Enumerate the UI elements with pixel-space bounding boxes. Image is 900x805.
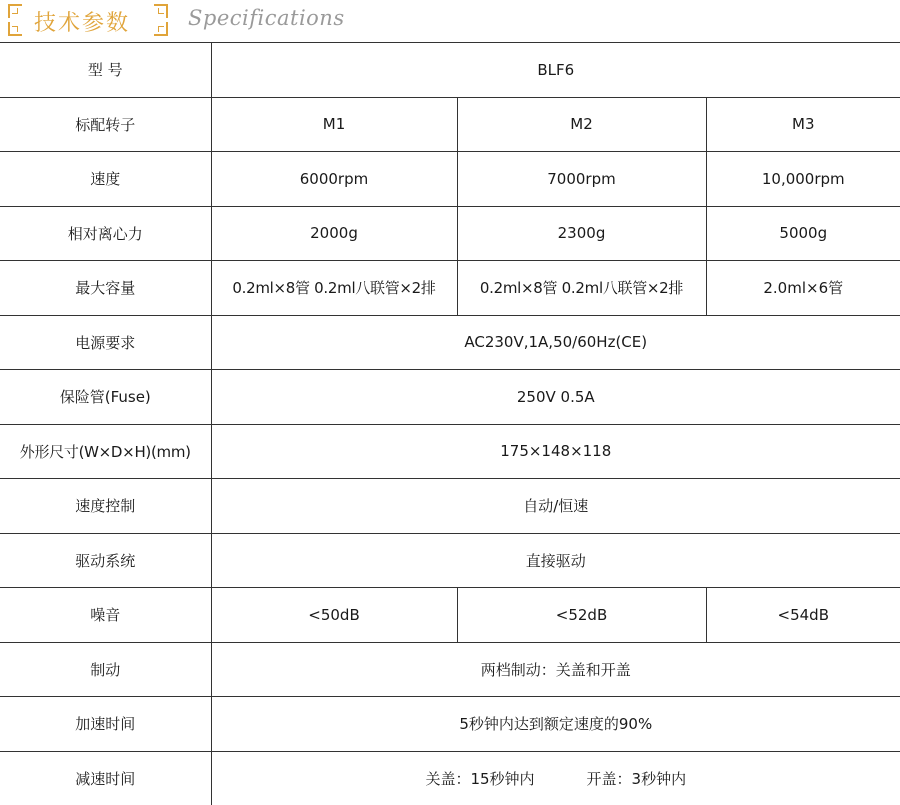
frame-corner-ornament: [158, 26, 164, 32]
row-value: 2000g: [211, 206, 457, 261]
spec-row-dimensions: [0, 424, 900, 479]
row-value: M3: [706, 97, 900, 152]
row-value: 0.2ml×8管 0.2ml八联管×2排: [457, 261, 706, 316]
spec-row-rotor: [0, 97, 900, 152]
spec-row-brake: [0, 642, 900, 697]
row-value: 175×148×118: [211, 424, 900, 479]
row-value: BLF6: [211, 43, 900, 98]
row-value: 自动/恒速: [211, 479, 900, 534]
spec-row-model: [0, 43, 900, 98]
row-value: <54dB: [706, 588, 900, 643]
row-value: <52dB: [457, 588, 706, 643]
decel-open-lid: 开盖：3秒钟内: [586, 769, 687, 788]
frame-corner-ornament: [158, 8, 164, 14]
row-value: 250V 0.5A: [211, 370, 900, 425]
row-value: [211, 751, 900, 805]
row-value: 直接驱动: [211, 533, 900, 588]
spec-row-accel: [0, 697, 900, 752]
row-label: 标配转子: [0, 97, 211, 152]
spec-row-rcf: [0, 206, 900, 261]
row-value: 5秒钟内达到额定速度的90%: [211, 697, 900, 752]
row-label: 外形尺寸(W×D×H)(mm): [0, 424, 211, 479]
row-label: 制动: [0, 642, 211, 697]
row-value: 两档制动：关盖和开盖: [211, 642, 900, 697]
row-label: 保险管(Fuse): [0, 370, 211, 425]
row-label: 速度: [0, 152, 211, 207]
row-value: 10,000rpm: [706, 152, 900, 207]
row-value: 2.0ml×6管: [706, 261, 900, 316]
row-label: 驱动系统: [0, 533, 211, 588]
frame-corner-ornament: [12, 26, 18, 32]
row-label: 最大容量: [0, 261, 211, 316]
spec-row-decel: [0, 751, 900, 805]
row-label: 加速时间: [0, 697, 211, 752]
row-value: 2300g: [457, 206, 706, 261]
row-value: 6000rpm: [211, 152, 457, 207]
spec-table: [0, 42, 900, 805]
row-label: 速度控制: [0, 479, 211, 534]
section-title-cn: 技术参数: [34, 11, 131, 36]
spec-row-speed-control: [0, 479, 900, 534]
row-label: 噪音: [0, 588, 211, 643]
spec-row-noise: [0, 588, 900, 643]
section-header: [0, 0, 900, 42]
row-value: 5000g: [706, 206, 900, 261]
spec-row-drive: [0, 533, 900, 588]
row-value: M1: [211, 97, 457, 152]
spec-row-capacity: [0, 261, 900, 316]
row-label: 减速时间: [0, 751, 211, 805]
row-value: <50dB: [211, 588, 457, 643]
row-value: AC230V,1A,50/60Hz(CE): [211, 315, 900, 370]
frame-corner-ornament: [12, 8, 18, 14]
row-value: 7000rpm: [457, 152, 706, 207]
decel-closed-lid: 关盖：15秒钟内: [425, 769, 535, 788]
spec-row-fuse: [0, 370, 900, 425]
row-label: 型 号: [0, 43, 211, 98]
spec-row-speed: [0, 152, 900, 207]
row-label: 电源要求: [0, 315, 211, 370]
section-title-en: Specifications: [188, 6, 345, 30]
row-value: 0.2ml×8管 0.2ml八联管×2排: [211, 261, 457, 316]
title-frame: [8, 4, 168, 36]
spec-row-power: [0, 315, 900, 370]
row-value: M2: [457, 97, 706, 152]
row-label: 相对离心力: [0, 206, 211, 261]
